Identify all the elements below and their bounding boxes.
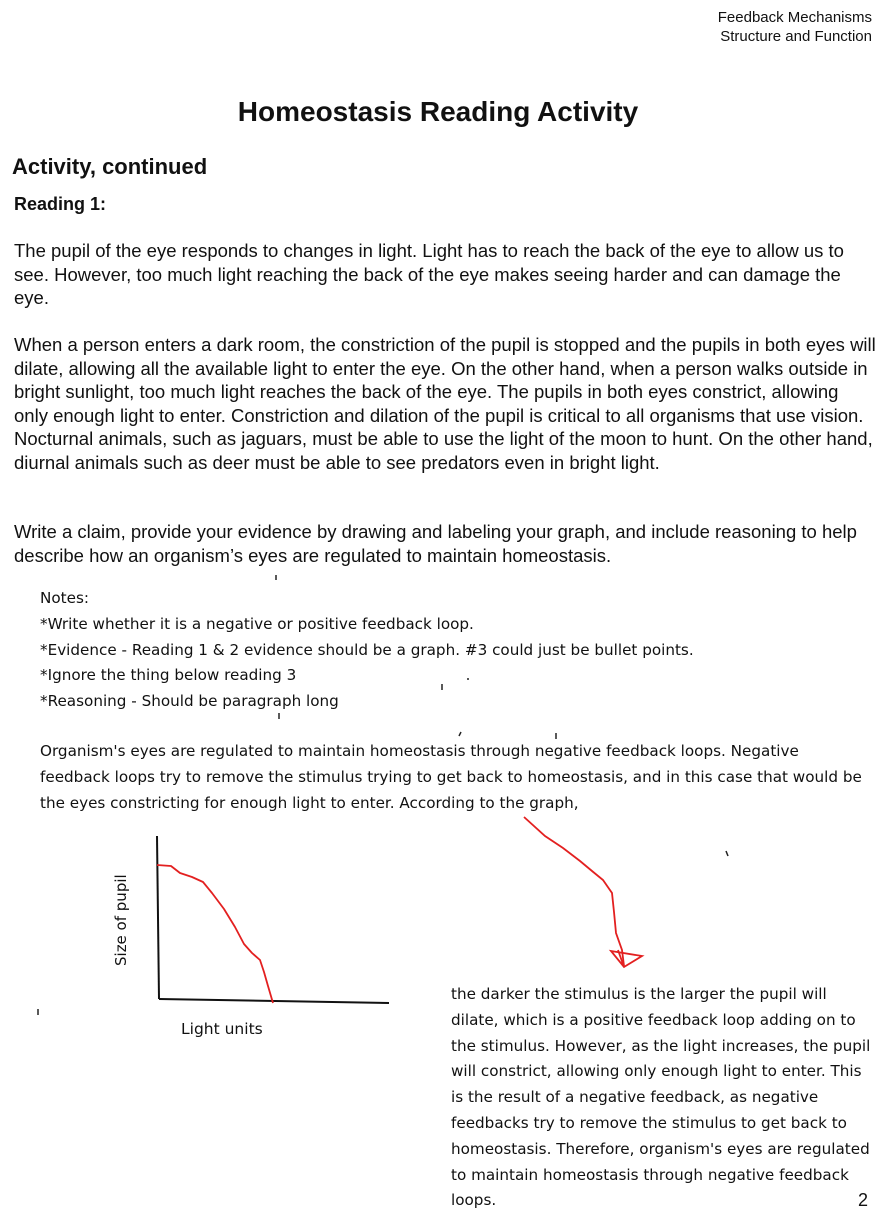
student-answer-intro: Organism's eyes are regulated to maintain homeostasis through negative feedback loops. Negative feedback loops try to remove the stimulus trying to get back to homeostasis, and in this case that would be the eyes constricting for enough light to enter. According to the graph, [40,742,862,812]
graph-y-axis [157,836,159,999]
student-answer-conclusion: the darker the stimulus is the larger the pupil will dilate, which is a positive feedback loop adding on to the stimulus. However, as the light increases, the pupil will constrict, allowing only enough light to enter. This is the result of a negative feedback, as negative feedbacks try to remove the stimulus to get back to homeostasis. Therefore, organism's eyes are regulated to maintain homeostasis through negative feedback loops. [451,985,871,1210]
pupil-size-curve [157,865,273,1003]
arrow-icon [524,817,624,966]
arrowhead-icon [611,950,642,967]
graph-y-label: Size of pupil [112,874,130,966]
notes-item: *Evidence - Reading 1 & 2 evidence should be a graph. #3 could just be bullet points. [40,640,694,659]
stray-mark [467,678,469,680]
notes-item: *Reasoning - Should be paragraph long [40,692,339,711]
stray-mark [459,732,461,736]
notes-title: Notes: [40,589,89,607]
graph-x-axis [159,999,389,1003]
header-topic: Structure and Function [720,28,872,45]
page-title: Homeostasis Reading Activity [237,96,639,127]
page-number: 2 [857,1190,868,1210]
reading-paragraph-2: When a person enters a dark room, the constriction of the pupil is stopped and the pupils in both eyes will dilate, allowing all the available light to enter the eye. On the other hand, when a person walks outside in bright sunlight, too much light reaches the back of the eye. The pupils in both eyes constrict, allowing only enough light to enter. Constriction and dilation of the pupil is critical to all organisms that use vision. Nocturnal animals, such as jaguars, must be able to use the light of the moon to hunt. On the other hand, diurnal animals such as deer must be able to see predators even in bright light. [14,334,876,473]
notes-item: *Write whether it is a negative or positive feedback loop. [40,614,474,633]
graph-x-label: Light units [181,1020,263,1038]
stray-mark [726,851,728,856]
notes-item: *Ignore the thing below reading 3 [40,666,297,685]
reading-paragraph-1: The pupil of the eye responds to changes in light. Light has to reach the back of the eye to allow us to see. However, too much light reaching the back of the eye makes seeing harder and can damage the eye. [14,240,844,308]
reading-heading: Reading 1: [14,194,107,214]
prompt-paragraph: Write a claim, provide your evidence by drawing and labeling your graph, and include reasoning to help describe how an organism’s eyes are regulated to maintain homeostasis. [14,521,857,566]
section-heading: Activity, continued [12,154,208,179]
header-subject: Feedback Mechanisms [717,9,872,26]
